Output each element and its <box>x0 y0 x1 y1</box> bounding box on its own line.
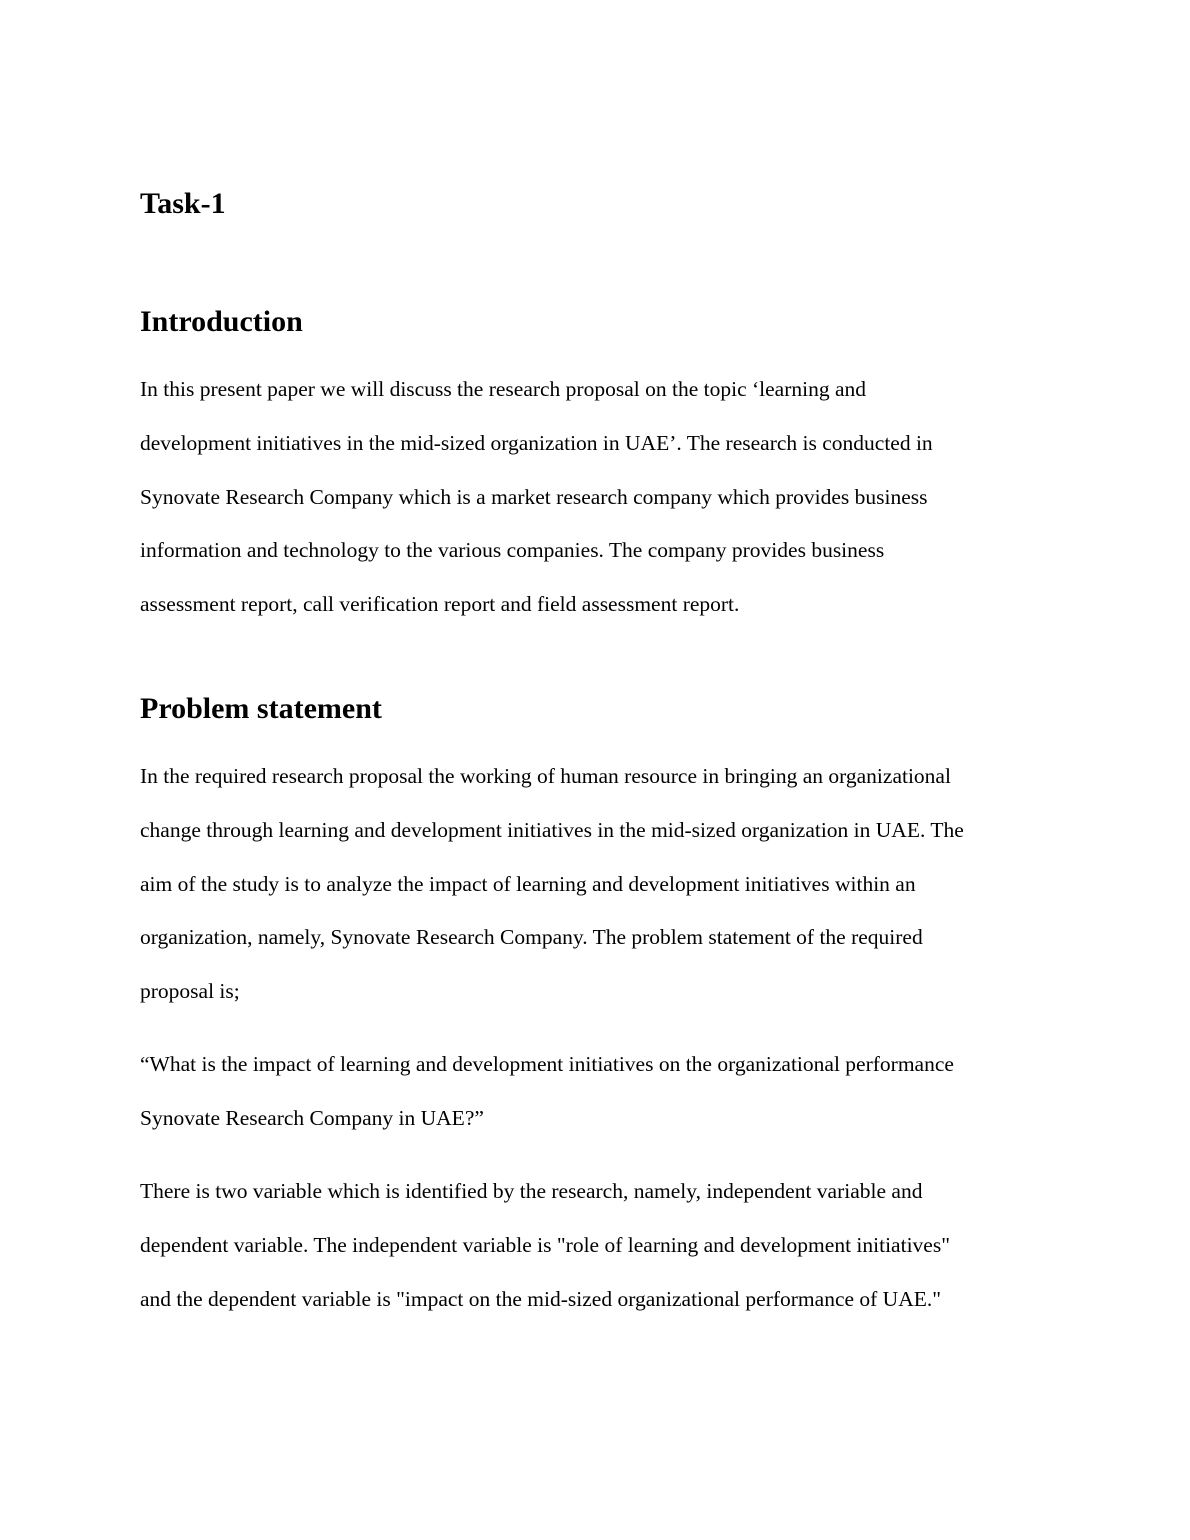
text-line: and the dependent variable is "impact on the mid-sized organizational performance of UAE." <box>140 1286 942 1311</box>
text-line: “What is the impact of learning and development initiatives on the organizational performance <box>140 1052 954 1076</box>
problem-paragraph-1 <box>140 750 1050 1019</box>
text-line: There is two variable which is identified by the research, namely, independent variable and <box>140 1179 923 1203</box>
text-line: assessment report, call verification report and field assessment report. <box>140 592 740 617</box>
text-line: organization, namely, Synovate Research Company. The problem statement of the required <box>140 925 923 950</box>
problem-statement-heading: Problem statement <box>140 692 382 725</box>
text-line: dependent variable. The independent variable is "role of learning and development initiatives" <box>140 1232 950 1257</box>
text-line: In this present paper we will discuss the research proposal on the topic ‘learning and <box>140 377 867 401</box>
text-line: information and technology to the various companies. The company provides business <box>140 538 885 563</box>
text-line: Synovate Research Company in UAE?” <box>140 1105 484 1130</box>
introduction-paragraph <box>140 363 1050 632</box>
text-line: In the required research proposal the working of human resource in bringing an organizational <box>140 764 951 788</box>
introduction-heading: Introduction <box>140 305 303 338</box>
text-line: development initiatives in the mid-sized organization in UAE’. The research is conducted in <box>140 430 933 455</box>
task-title: Task-1 <box>140 187 226 220</box>
problem-question-paragraph <box>140 1038 1050 1146</box>
text-line: proposal is; <box>140 979 240 1004</box>
text-line: aim of the study is to analyze the impact of learning and development initiatives within an <box>140 871 916 896</box>
variables-paragraph <box>140 1165 1050 1326</box>
text-line: change through learning and development initiatives in the mid-sized organization in UAE. The <box>140 817 964 842</box>
text-line: Synovate Research Company which is a market research company which provides business <box>140 484 928 509</box>
